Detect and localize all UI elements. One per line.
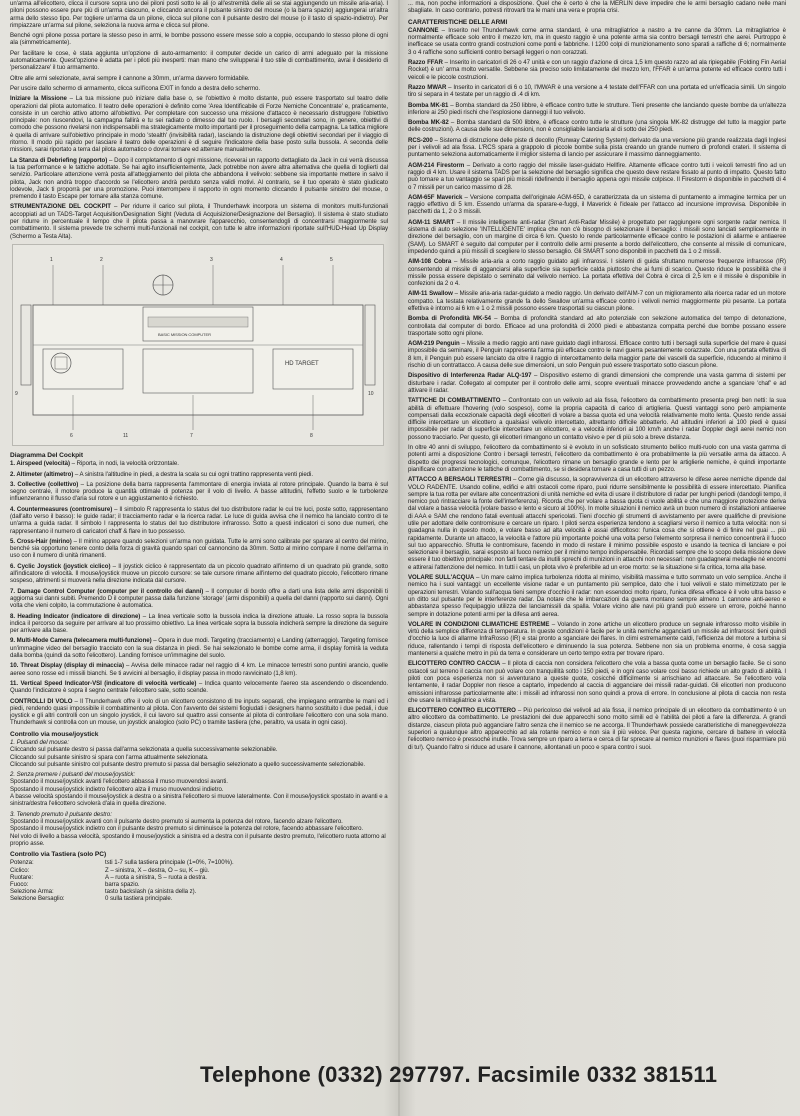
weapon-entry: [408, 162, 786, 191]
mouse-line: Spostando il mouse/joystick indietro con il pulsante destro premuto si diminuisce la potenza del rotore, facendo abbassare l'elicottero.: [10, 825, 364, 833]
item-text: – A sinistra l'altitudine in piedi, a destra la scala su cui ogni trattino rappresenta venti piedi.: [73, 470, 313, 478]
weapon-name: Dispositivo di Interferenza Radar ALQ-197: [408, 372, 532, 380]
weapon-name: Bomba di Profondità MK-54: [408, 315, 492, 323]
section-text: – Il Thunderhawk offre il volo di un elicottero consistono di tre inputs separati, che impiegano entrambe le mani ed i piedi, rendendo quasi impossibile il combattimento al pilota. Con l'avvento dei sistemi fiogiudati i designers hanno sostituito i due pedali, i due joystick e gli altri controlli con un singolo joystick, il cui lavoro sul quattro assi consente al pilota di controllare l'elicottero con una sola mano. Thunderhawk si controlla con un mouse, un joystick analogico (solo PC) o tramite tastiera (che, peraltro, va usata in ogni caso).: [10, 697, 388, 727]
weapon-name: CANNONE: [408, 26, 439, 34]
item-text: – Riporta, in nodi, la velocità orizzontale.: [69, 460, 179, 468]
control-value: A – ruota a sinistra, S – ruota a destra.: [105, 873, 207, 881]
subsection-title: VOLARE IN CONDIZIONI CLIMATICHE ESTREME: [408, 620, 550, 628]
mouse-line: Spostando il mouse/joystick avanti con il pulsante destro premuto si aumenta la potenza del rotore, facendo alzare l'elicottero.: [10, 817, 343, 825]
control-value: tasto backslash (a sinistra della z).: [105, 887, 197, 895]
diagram-callout: 2: [100, 256, 103, 263]
item-label: 7. Damage Control Computer (computer per il controllo dei danni): [10, 587, 204, 595]
diagram-title: Diagramma Del Cockpit: [10, 451, 83, 459]
item-text: – Il mirino appare quando selezioni un'arma non guidata. Tutte le armi sono calibrate per sparare al centro del mirino, benché sia opportuno tenere conto della forza di gravità quando spari col cannoncino da 30mm. Sotto al mirino compare il nome dell'arma in uso con il numero di unità rimanenti.: [10, 537, 388, 560]
mouse-group: [10, 771, 388, 807]
control-key: Potenza:: [10, 859, 34, 867]
weapon-text: – Missile a medio raggio anti nave guidato dagli infrarossi. Efficace contro tutti i bersagli sulla superficie del mare è quasi impossibile da seminare, il Penguin rappresenta l'arma più efficace contro le navi guerra pesantemente corazzate. Con una portata effettiva di 8 km, il Penguin può essere lanciato da oltre il raggio di intercettamento della maggior parte dei vascelli da superficie, riducendo al minimo il rischio di un contrattacco. A causa delle sue dimensioni, un solo Penguin può essere trasportato sotto ciascun pilone.: [408, 340, 786, 370]
table-row: [10, 867, 388, 874]
mouse-line: Cliccando sul pulsante sinistro col pulsante destro premuto si passa dal bersaglio selezionato a quello successivamente selezionabile.: [10, 760, 366, 768]
intro-paragraph: Oltre alle armi selezionate, avrai sempre il cannone a 30mm, un'arma davvero formidabile.: [10, 74, 250, 82]
tactics-subsection: [408, 574, 786, 618]
weapon-entry: [408, 59, 786, 81]
table-row: [10, 881, 388, 888]
item-text: – Il computer di bordo offre a darti una lista delle armi disponibili ti aggiorna sui danni subiti. Premendo D il computer passa dalla funzione 'storage' (armi disponibili) a quella del danni (rapporto sui danni). Ogni volta che vieni colpito, la commutazione è automatica.: [10, 587, 388, 610]
keyboard-controls-title: Controllo via Tastiera (solo PC): [10, 851, 107, 859]
section-text: – La tua missione può iniziare dalla base o, se l'obiettivo è molto distante, può essere trasportato sul teatro delle operazioni dal pilota automatico. Il teatro delle operazioni è definito come 'Area Identificabile di Forze Nemiche Concentrate' e, praticamente, consiste in un cerchio attivo attorno all'obiettivo. Per completare con successo una missione d'attacco è necessario distruggere l'obiettivo principale: non riuscendovi, la campagna fallirà e tu sei radiato o dimesso dal tuo ruolo. I bersagli secondari sono, in genere, obiettivi di comodo che possono rivelarsi non indispensabili ma strategicamente molto importanti per il proseguimento della campagna. La tattica migliore è quella di arrivare sull'obiettivo principale in modo 'stealth' (invisibilità radar), lasciando la distruzione degli obiettivi secondari per il viaggio di ritorno. Il modo più rapido per lasciare il teatro delle operazioni è di seguire l'indicatore della base posto sulla bussola. A seconda delle missioni, sarai riportato a terra dal pilota automatico o dovrai tornare ed atterrare manualmente.: [10, 95, 388, 154]
intro-paragraph: Per uscire dallo schermo di armamento, clicca sull'icona EXIT in fondo a destra dello schermo.: [10, 84, 261, 92]
keyboard-controls-table: [10, 859, 388, 902]
mouse-group-title: 2. Senza premere i pulsanti del mouse/joystick:: [10, 771, 136, 779]
weapon-name: AIM-11 Swallow: [408, 290, 453, 298]
intro-paragraph: Per facilitare le cose, è stata aggiunta un'opzione di auto-armamento: il computer decide un carico di armi adeguato per la missione automaticamente. Quest'opzione è adatta per i piloti più inesperti: man mano che svilupperai il tuo stile di combattimento, avrai il desiderio di 'personalizzare' il tuo armamento.: [10, 49, 388, 72]
weapon-entry: [408, 194, 786, 216]
tactics-subsection: [408, 621, 786, 657]
weapon-text: – Bomba di profondità standard ad alto potenziale con selezione automatica del tempo di detonazione, controllata dal computer di bordo. Efficace ad una profondità di 2000 piedi e abbastanza compatta perché due bombe possano essere trasportate sotto ogni pilone.: [408, 315, 786, 337]
section-text: – Dopo il completamento di ogni missione, riceverai un rapporto dettagliato da Jack in cui verrà discussa la tua performance e le tattiche adottate. Se hai agito insufficientemente, Jack potrebbe non avere altra alternativa che quella di toglierti dal servizio. Particolare attenzione verrà posta all'atteggiamento del pilota che abbandona il velivolo: sebbene sia importante mettere in salvo il pilota, Jack non andrà troppo d'accordo se l'elicottero andrà perduto senza validi motivi. Al contrario, se il tuo operato è stato giudicato lodevole, Jack ti proporrà per una promozione. Puoi interrompere il rapporto in ogni momento cliccando il pulsante sinistro del mouse, o premendo il tasto Escape per tornare alla stanza comune.: [10, 156, 388, 201]
page-fold: [398, 0, 400, 1116]
cockpit-diagram: [12, 244, 384, 446]
subsection-title: ELICOTTERO CONTRO CACCIA: [408, 660, 501, 668]
item-label: 2. Altimeter (altimetro): [10, 470, 74, 478]
diagram-item: [10, 680, 388, 695]
mouse-line: Nel volo di livello a bassa velocità, spostando il mouse/joystick a sinistra ed a destra con il pulsante destro premuto, l'elicottero ruota attorno al proprio asse.: [10, 832, 386, 847]
control-key: Ciclico:: [10, 866, 30, 874]
item-text: – La posizione della barra rappresenta l'ammontare di energia inviata al rotore principale. Quando la barra è sul segno centrale, il motore produce la quantità ottimale di potenza per il volo di livello. A basse altitudini, l'effetto suolo e le turbolenze influenzeranno il flusso d'aria sul rotore e un aggiustamento è richiesto.: [10, 480, 388, 503]
diagram-item: [10, 538, 388, 560]
weapon-entry: [408, 340, 786, 369]
mouse-group: [10, 739, 388, 768]
subsection-text: – Come già discusso, la sopravvivenza di un elicottero attraverso le difese aeree nemiche dipende dal VOLO RADENTE. Usando colline, edifici e altri ostacoli come riparo, puoi ridurre sensibilmente le possibilità di essere intercettato. Pianifica sempre la tua rotta per evitare alte concentrazioni di unità nemiche ed evita di usare il distributore di radar per lunghi periodi (dandogli tempo, il nemico può rintracciare la fonte dell'interferenza). Ricorda che per volare a bassa quota ci vuole abilità e che una maggiore protezione deriva dal volare a bassa velocità (volare basso e lento e sicuro al 100%). In molte situazioni il nemico avrà un buon numero di installazioni antiaeree di AAA e SAM che rendono fatali eventuali attacchi spericolati. Tieni d'occhio gli strumenti di avvistamento per avere qualifiche di previsione utile per adottare delle contromisure e cercare un riparo. I piloti senza esperienza tendono a scagliarsi verso il nemico a tutta velocità: non si guadagna nulla in questo modo, e volare basso ad alta velocità è assai difficoltoso: l'unica cosa che si ottiene è di finire nel guai ... più rapidamente. Durante un attacco, la velocità e l'attore più importante poiché una volta perso l'elemento sorpresa il nemico concentrerà il fuoco sul tuo apparecchio. Sfrutta le contromisure, facendo in modo di restare il minimo possibile esposto e usando la tecnica di lanciare e poi selezionare il bersaglio, sarai esposto al fuoco nemico per il minimo tempo indispensabile. Ricordati sempre che lo scopo della missione deve essere il tuo obiettivo principale: non farti tentare da inutili sprechi di munizioni in attacchi non necessari: non guadagnerai medaglie né encomi e attirerai l'attenzione del nemico. In tutti i casi, un pilota vivo è preferibile ad un eroe morto: se la situazione si fa critica, torna alla base.: [408, 476, 786, 571]
diagram-callout: 11: [123, 432, 129, 439]
weapon-text: – Bomba standard da 500 libbre, è efficace contro tutte le strutture (una singola MK-82 distrugge del tutto la maggior parte delle costruzioni). A causa delle sue dimensioni, non è consigliabile lanciarla al di sotto dei 250 piedi.: [408, 119, 786, 134]
tactics-subsection: [408, 707, 786, 751]
weapon-name: Bomba MK-81: [408, 101, 449, 109]
tactics-title: TATTICHE DI COMBATTIMENTO: [408, 397, 501, 405]
weapon-name: RCS-200: [408, 136, 433, 144]
diagram-callout: 6: [70, 432, 73, 439]
item-text: – Il simbolo R rappresenta lo status del tuo distributore radar le cui tre luci, poste sotto, rappresentano (dall'alto verso il basso): le guide radar; il tracciamento radar e la ricerca radar. Le luce di guida avvisa che il nemico ha lanciato contro di te un'arma a guida radar. Il simbolo I rappresenta lo status del tuo distributore infrarosso. Sotto a questi indicatori ci sono due numeri, che rappresentano il numero di caricatori chaff & flare in tuo possesso.: [10, 505, 388, 535]
control-key: Ruotare:: [10, 873, 33, 881]
subsection-title: ELICOTTERO CONTRO ELICOTTERO: [408, 707, 516, 715]
diagram-item: [10, 637, 388, 659]
weapon-text: – Sistema di distruzione delle piste di decollo (Runway Catering System) derivato da una versione più grande realizzata dagli Inglesi per i velivoli ad ala fissa. L'RCS spara a grappolo di piccole bombe sulla pista creando un grande numero di profondi crateri. Il sistema di puntamento seleziona automaticamente il miglior sistema di lancio per assicurare il massimo danneggiamento.: [408, 136, 786, 159]
section-title: Iniziare la Missione: [10, 95, 67, 103]
table-row: [10, 874, 388, 881]
item-label: 4. Countermeasures (contromisure): [10, 505, 113, 513]
mouse-line: A basse velocità spostando il mouse/joystick a destra o a sinistra l'elicottero si muove lateralmente. Con il mouse/joystick spostato in avanti e a sinistra/destra l'elicottero scivolerà d'ala in quella direzione.: [10, 793, 388, 808]
table-row: [10, 859, 388, 866]
diagram-callout: 9: [15, 390, 18, 397]
weapon-name: AGM-11 SMART: [408, 218, 455, 226]
weapon-entry: [408, 372, 786, 394]
diagram-item: [10, 662, 388, 677]
control-key: Fuoco:: [10, 880, 29, 888]
tactics-subsection: [408, 660, 786, 704]
control-key: Selezione Arma:: [10, 887, 54, 895]
diagram-callout: 5: [330, 256, 333, 263]
diagram-item: [10, 563, 388, 585]
item-label: 1. Airspeed (velocità): [10, 460, 70, 468]
weapon-entry: [408, 137, 786, 159]
item-text: – Avvisa delle minacce radar nel raggio di 4 km. Le minacce terrestri sono puntini arancio, quelle aeree sono rosse ed i missili bianchi. Se ti avvicini al bersaglio, il display passa in modo ravvicinato (1,8 km).: [10, 662, 388, 677]
item-text: – Il joystick ciclico è rappresentato da un piccolo quadrato all'interno di un quadrato più grande, sotto all'indicatore di velocità. Il mouse/joystick muove un piccolo cursore: se tale cursore rimane all'interno del quadrato piccolo, l'elicottero rimane sospeso, altrimenti si muoverà nella direzione indicata dal cursore.: [10, 562, 388, 585]
diagram-callout: 3: [210, 256, 213, 263]
section-cockpit: [10, 203, 388, 239]
tactics-subsection: [408, 476, 786, 571]
item-label: 3. Collective (collettivo): [10, 480, 79, 488]
item-label: 8. Heading Indicator (indicatore di direzione): [10, 612, 141, 620]
section-start-mission: [10, 95, 388, 153]
table-row: [10, 888, 388, 895]
weapon-text: – Bomba standard da 250 libbre, è efficace contro tutte le strutture. Tieni presente che lanciando queste bombe da un'altezza inferiore ai 250 piedi rischi che l'esplosione danneggi il tuo velivolo.: [408, 101, 786, 116]
weapon-text: – Il missile intelligente anti-radar (Smart Anti-Radar Missile) è progettato per raggiungere ogni sorgente radar nemica. Il sistema di auto selezione 'INTELLIGENTE' implica che non c'è bisogno di selezionare il bersaglio: i missili sono lanciati semplicemente in direzione del bersaglio, con un margine di circa 6 km. Questo lo rende particolarmente efficace contro le postazioni di allarme e antiaeree (SAM). Lo SMART è seguito dal computer per il controllo delle armi presente a bordo dell'elicottero, che consente al missile di comunicare, impedendo quindi a più missili di scegliere lo stesso bersaglio. Gli SMART sono disponibili in pacchetti da 1 o 2 missili.: [408, 218, 786, 255]
cockpit-diagram-drawing: [13, 245, 383, 445]
diagram-panel-label: BASIC MISSION COMPUTER: [158, 331, 211, 337]
subsection-title: VOLARE SULL'ACQUA: [408, 574, 475, 582]
subsection-title: ATTACCO A BERSAGLI TERRESTRI: [408, 476, 512, 484]
mouse-line: Cliccando sul pulsante sinistro si spara con l'arma attualmente selezionata.: [10, 753, 209, 761]
weapon-name: Razzo MWAR: [408, 83, 447, 91]
weapon-text: – Inserito in caricatori di 6 o 10, l'MWAR è una versione a 4 testate dell'FFAR con una portata ed un'efficacia simili. Un singolo tiro si separa in 4 testate per un raggio di .4 di km.: [408, 83, 786, 99]
tactics-paragraph: In oltre 40 anni di sviluppo, l'elicottero da combattimento si è evoluto in un sofisticato strumento bellico multi-ruolo con una vasta gamma di potenti armi a disposizione Contro i bersagli terrestri, l'elicottero da combattimento è ora probabilmente la più versatile arma da attacco. A dispetto dei progressi tecnologici, comunque, l'elicottero rimane un bersaglio grande e lento per le artiglierie nemiche, è quindi importante pianificare con attenzione le tattiche di combattimento, se si desidera tornare a casa tutti di un pezzo.: [408, 444, 786, 473]
diagram-callout: 8: [310, 432, 313, 439]
weapon-text: – Inserito nel Thunderhawk come arma standard, è una mitragliatrice a nastro a tre canne da 30mm. La mitragliatrice è normalmente efficace solo entro il mezzo km, ma in questo raggio è una potente arma sia contro bersagli terrestri che aerei. Purtroppo è inefficace se usata contro grandi costruzioni come ponti e fabbriche. I 1200 colpi di munizionamento sono sparati a raffiche di 6; normalmente 3 o 4 raffiche sono sufficienti contro bersagli leggeri o non corazzati.: [408, 26, 786, 56]
weapon-name: AGM-219 Penguin: [408, 340, 460, 348]
weapon-entry: [408, 102, 786, 117]
weapon-name: AIM-108 Cobra: [408, 258, 452, 266]
item-label: 11. Vertical Speed Indicator-VSI (indicatore di velocità verticale): [10, 679, 197, 687]
weapon-text: – Missile aria-aria a corto raggio guidato agli infrarossi. I sistemi di guida sfruttano numerose frequenze infrarosse (IR) consentendo al missile di agganciarsi alla superficie sia superficie calda piuttosto che ai fumi di scarico. Questo riduce le possibilità che il missile possa essere depistato o seminato dal velivolo nemico. La portata effettiva del Cobra è circa di 2,5 km e il missile è disponibile in confezioni da 2 o 4.: [408, 258, 786, 288]
tactics-intro: [408, 397, 786, 441]
diagram-callout: 4: [280, 256, 283, 263]
diagram-callout: 1: [50, 256, 53, 263]
section-debriefing: [10, 157, 388, 201]
weapon-entry: [408, 258, 786, 287]
weapons-title: CARATTERISTICHE DELLE ARMI: [408, 18, 508, 26]
item-label: 5. Cross-Hair (mirino): [10, 537, 72, 545]
diagram-item: [10, 613, 388, 635]
control-value: barra spazio.: [105, 880, 140, 888]
weapon-name: AGM-214 Firestorm: [408, 161, 465, 169]
intro-paragraph: un'arma all'elicottero, clicca il cursore sopra uno dei piloni posti sotto le ali (o all'estremità delle ali se stai aggiungendo un missile aria-aria). I piloni possono essere pure più di un'arma ciascuno, e cliccando ancora il pulsante sinistro del mouse (o la barra spazio) aggiungerai un'altra arma dello stesso tipo. Per togliere un'arma da un pilone, clicca sul pilone con il pulsante destro del mouse (o il tasto di spazio-indietro). Per rimpiazzare un'arma sul pilone, seleziona la nuova arma e clicca sul pilone.: [10, 0, 388, 29]
subsection-text: – Il pilota di caccia non considera l'elicottero che vola a bassa quota come un bersaglio facile. Se ci sono ostacoli sul terreno il caccia non può volare con tranquillità sotto i 150 piedi, e in ogni caso volare così basso richiede un alto grado di abilità. I piloti con poca esperienza non si avventurano a queste quote, cosicché difficilmente si arrischiano ad attaccare. Se l'elicottero vola lentamente, il radar Doppler non riesce a captarlo, impedendo al caccia di agganciare dei missili radar-guidati. Gli elicotteri non producono emissioni infrarosse particolarmente alte: i missili ad infrarossi non sono quindi a prova di errore. In conclusione al pilota di caccia non resta che usare la mitragliatrice a vista.: [408, 660, 786, 704]
contact-line: Telephone (0332) 297797. Facsimile 0332 381511: [200, 1062, 718, 1087]
weapon-entry: [408, 27, 786, 56]
mouse-line: Spostando il mouse/joystick avanti l'elicottero abbassa il muso muovendosi avanti.: [10, 778, 228, 786]
mouse-group-title: 1. Pulsanti del mouse:: [10, 739, 69, 746]
weapon-text: – Missile aria-aria radar-guidato a medio raggio. Un derivato dell'AIM-7 con un miglioramento alla ricerca radar ed un motore compatto. La testata relativamente grande fa dello Swallow un'arma efficace contro i velivoli nemici maggiormente più pesante. La portata effettiva è intorno ai 6 km e 1 o 2 missili possono essere trasportati su ciascun pilone.: [408, 290, 786, 312]
mouse-line: Cliccando sul pulsante destro si passa dall'arma selezionata a quella successivamente selezionabile.: [10, 746, 278, 754]
weapon-text: – Derivato a corto raggio del missile laser-guidato Hellfire. Altamente efficace contro tutti i veicoli terrestri fino ad un raggio di 4 km. Usare il sistema TADS per la selezione del bersaglio significa che questo deve restare fissato al punto di impatto. Questo fatto può tornare a tuo vantaggio se spari più missili ridefinendo il bersaglio appena ogni missile colpisce. Il Firestorm è disponibile in pacchetti di 4 o 7 missili per un carico massimo di 28.: [408, 161, 786, 191]
diagram-item: [10, 506, 388, 535]
diagram-item: [10, 471, 388, 478]
weapon-name: AGM-65F Maverick: [408, 193, 463, 201]
section-text: – Per ridurre il carico sul pilota, il Thunderhawk incorpora un sistema di monitors multi-funzionali accoppiati ad un TADS-Target Acquisition/Designation Sight (Veduta di Acquisizione/Designazione del Bersaglio). Il sistema è stato studiato per ridurre in percentuale il tempo che il pilota passa a manovrare l'apparecchio, consentendogli di concentrarsi maggiormente sul combattimento. Il sistema prevede tre schermi multi-funzionali nel cockpit, con tutte le altre informazioni riportate sull'HUD-Head Up Display (Schermo a Testa Alta).: [10, 203, 388, 240]
subsection-text: – Volando in zone artiche un elicottero produce un segnale infrarosso molto visibile in virtù della semplice differenza di temperatura. In queste condizioni è facile per le unità nemiche agganciarti un missile ad infrarossi: tieni quindi d'occhio la luce di allarme InfraRosso (IR) e stai pronto a sganciare dei flares. In climi estremamente caldi, l'efficienza del motore a turbina si riduce, rallentando i tempi di risposta dell'elicottero e diminuendo la sua potenza. Sebbene non sia un problema enorme, è cosa saggia mantenersi a qualche metro in più da terra e considerare un certo tempo extra per trovare riparo.: [408, 620, 786, 658]
section-title: STRUMENTAZIONE DEL COCKPIT: [10, 203, 111, 211]
tactics-text: – Confrontato con un velivolo ad ala fissa, l'elicottero da combattimento presenta pregi ben netti: la sua abilità di effettuare l'hovering (volo sospeso), come la propria capacità di carico di artiglieria. Questi vantaggi sono però ampiamente compensati dalla eccezionale capacità degli elicotteri di volare a bassa quota ed una velocità relativamente molto lenta. Questo rende assai difficile intercettare un elicottero a qualsiasi velivolo intercettato, altrettanto difficile abbatterlo. Ad altitudini inferiori ai 100 piedi è quasi impossibile per radar di superficie intercettare un elicottero, e a velocità inferiori ai 100 km/h anche i radar Doppler degli aerei nemici non possono tracciarlo. Per questo, gli elicotteri rimangono un contatto visivo e per di più solo a breve distanza.: [408, 397, 786, 441]
control-value: Z – sinistra, X – destra, O – su, K – giù.: [105, 866, 210, 874]
weapon-name: Bomba MK-82: [408, 119, 449, 127]
item-label: 6. Cyclic Joystick (joystick ciclico): [10, 562, 111, 570]
section-title: CONTROLLI DI VOLO: [10, 697, 73, 705]
diagram-item: [10, 481, 388, 503]
control-value: tsti 1-7 sulla tastiera principale (1=0%, 7=100%).: [105, 859, 234, 867]
diagram-screen-label: HD TARGET: [285, 360, 319, 367]
item-text: – Indica quanto velocemente l'aereo sta ascendendo o discendendo. Quando l'indicatore è sopra il segno centrale l'elicottero sale, sotto scende.: [10, 679, 388, 695]
left-column: [10, 0, 388, 1040]
weapon-entry: [408, 84, 786, 99]
flight-controls: [10, 698, 388, 727]
control-key: Selezione Bersaglio:: [10, 894, 65, 902]
subsection-text: – Più pericoloso dei velivoli ad ala fissa, il nemico principale di un elicottero da combattimento è un altro elicottero da combattimento. Le prestazioni dei due apparecchi sono molto simili ed è l'abilità dei piloti a fare la differenza. A grandi distanze, ciascun pilota può agganciare l'altro senza che il nemico se ne accorga. Il Thunderhawk possiede caratteristiche di maneggevolezza superiori a qualunque altro apparecchio ad ala rotante nemico e non sia il più veloce. Per questa ragione, cercare di battere in velocità l'elicottero nemico è pressoché inutile. Trova sempre un riparo a terra e cerca di far sprecare al nemico munizioni e flares (puoi risparmiare più di tu!). Quando l'altro si riduce ad usare il cannone, allontanati un poco e spara contro i suoi.: [408, 707, 786, 751]
diagram-item: [10, 588, 388, 610]
item-label: 9. Multi-Mode Camera (telecamera multi-funzione): [10, 637, 152, 645]
right-top-paragraph: ... ma, non poche informazioni a disposizione. Quel che è certo è che la MERLIN deve impedire che le armi bersaglio cadano nelle mani sbagliate. In caso contrario, potresti ritrovarti tra le mani una vera e propria crisi.: [408, 0, 786, 15]
diagram-item: [10, 460, 388, 467]
weapon-text: – Versione compatta dell'originale AGM-65D, è caratterizzata da un sistema di puntamento a immagine termica per un raggio effettivo di 5 km. Essendo un'arma da sparare-e-fuggi, il Maverick è l'ideale per l'attacco ad incursione improvvisa. Disponibile in pacchetti da 1, 2 o 3 missili.: [408, 193, 786, 216]
item-text: – La linea verticale sotto la bussola indica la direzione attuale. La rosso sopra la bussola indica il percorso da seguire per arrivare al tuo prossimo obiettivo. La linea verticale sopra la bussola indicherà sempre la direzione da seguire per arrivare alla base.: [10, 612, 388, 635]
weapon-entry: [408, 219, 786, 255]
mouse-group-title: 3. Tenendo premuto il pulsante destro:: [10, 810, 112, 818]
section-title: La Stanza di Debriefing (rapporto): [10, 156, 108, 164]
table-row: [10, 895, 388, 902]
diagram-callout: 7: [190, 432, 193, 439]
mouse-group: [10, 811, 388, 847]
subsection-text: – Un mare calmo implica turbolenza ridotta al minimo, visibilità massima e tutto sommato un volo semplice. Anche il nemico ha i suoi vantaggi: un eccellente visione radar e un puntamento più semplice, dato che i tuoi velivoli e stato mimetizzato per le operazioni terrestri. Volando sull'acqua tieni sempre d'occhio il radar: non essendoci molto riparo, l'unica difesa efficace è il volo ultra basso e un ditto sul pulsante per le interferenze radar. Da notare che le imbarcazioni da guerra montano sempre almeno 1 cannone anti-aereo e abbastanza spesso l'equipaggio utilizza dei lanciamissili da spalla. Volare vicino alle navi più grandi può essere un errore, poiché hanno sempre in dotazione potenti armi per la difesa anti aerea.: [408, 574, 786, 618]
control-value: 0 sulla tastiera principale.: [105, 894, 173, 902]
weapon-entry: [408, 119, 786, 134]
weapon-text: – Dispositivo esterno di grandi dimensioni che comprende una vasta gamma di sistemi per disturbare i radar. Collegato al computer per il controllo delle armi, scopre eventuali minacce provvedendo anche a sganciare 'chaf' e ad attivare il radar.: [408, 372, 786, 394]
weapon-text: – Inserito in caricatori di 26 o 47 unità e con un raggio d'azione di circa 1,5 km questo razzo ad ala ripiegabile (Folding Fin Aerial Rocket) è un' arma molto versatile. Sebbene sia preciso solo limitatamente del mezzo km, l'FFAR è un'arma potente ed efficace contro tutti i veicoli e le piccole costruzioni.: [408, 59, 786, 81]
diagram-callout: 10: [368, 390, 374, 397]
weapon-name: Razzo FFAR: [408, 59, 443, 67]
weapon-entry: [408, 290, 786, 312]
item-label: 10. Threat Display (display di minaccia): [10, 662, 124, 670]
mouse-line: Spostando il mouse/joystick indietro l'elicottero alza il muso muovendosi indietro.: [10, 785, 224, 793]
intro-paragraph: Benché ogni pilone possa portare la stesso peso in armi, le bombe possono essere messe solo a coppie, occupando lo stesso pilone di ogni ala (simmetricamente).: [10, 32, 388, 47]
item-text: – Opera in due modi. Targeting (tracciamento) e Landing (atterraggio). Targeting fornisce un'immagine video del bersaglio tracciato con la sua distanza in piedi. Se hai selezionato le bombe come arma, il display fornirà la veduta dalla bomba (quindi da sotto l'elicottero). Landing fornisce un'immagine del suolo.: [10, 637, 388, 660]
right-column: [408, 0, 786, 1040]
mouse-controls-title: Controllo via mouse/joystick: [10, 730, 99, 738]
weapon-entry: [408, 315, 786, 337]
